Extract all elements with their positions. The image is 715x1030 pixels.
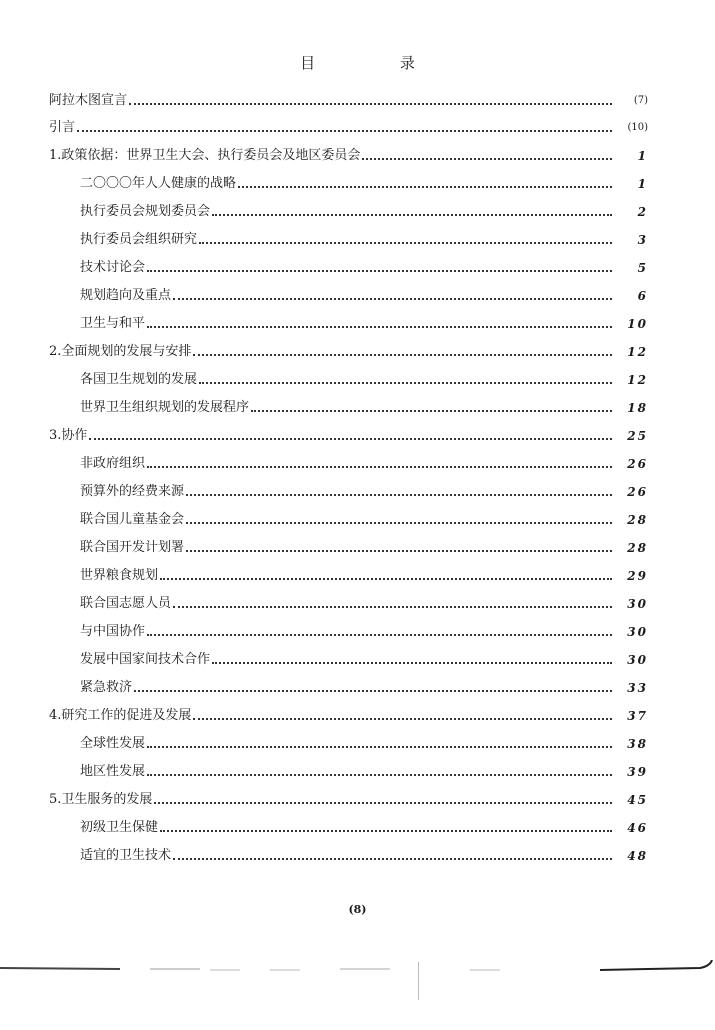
toc-entry [80, 284, 648, 304]
toc-entry-page: 18 [627, 401, 648, 415]
toc-entry-page: 30 [627, 597, 648, 611]
toc-entry-label: 规划趋向及重点 [80, 288, 172, 303]
toc-entry-page: 30 [627, 653, 648, 667]
dot-leader [193, 354, 612, 356]
toc-entry [80, 452, 648, 472]
toc-entry [80, 760, 648, 780]
toc-entry [49, 424, 648, 444]
toc-entry [80, 816, 648, 836]
toc-entry-page: 38 [627, 737, 648, 751]
toc-entry [80, 844, 648, 864]
toc-entry [80, 732, 648, 752]
dot-leader [134, 690, 612, 692]
toc-entry-label: 2.全面规划的发展与安排 [49, 344, 192, 359]
dot-leader [186, 522, 612, 524]
page-title [0, 52, 715, 73]
dot-leader [212, 214, 612, 216]
toc-entry-label: 适宜的卫生技术 [80, 848, 172, 863]
toc-entry [80, 256, 648, 276]
dot-leader [173, 858, 612, 860]
toc-entry-page: 39 [627, 765, 648, 779]
dot-leader [77, 130, 612, 132]
toc-entry [80, 172, 648, 192]
dot-leader [186, 550, 612, 552]
toc-entry-page: 29 [627, 569, 648, 583]
toc-entry-page: 25 [627, 429, 648, 443]
toc-entry-label: 技术讨论会 [80, 260, 146, 275]
toc-entry-label: 初级卫生保健 [80, 820, 159, 835]
dot-leader [186, 494, 612, 496]
toc-entry-label: 发展中国家间技术合作 [80, 652, 211, 667]
toc-entry-page: 12 [627, 345, 648, 359]
scan-fold-line [418, 962, 419, 1000]
toc-entry [80, 648, 648, 668]
dot-leader [160, 830, 612, 832]
toc-entry-label: 3.协作 [49, 428, 88, 443]
dot-leader [147, 466, 612, 468]
toc-entry [80, 676, 648, 696]
toc-entry [80, 200, 648, 220]
dot-leader [251, 410, 612, 412]
toc-entry-page: 33 [627, 681, 648, 695]
toc-entry-label: 与中国协作 [80, 624, 146, 639]
dot-leader [147, 746, 612, 748]
toc-entry-label: 阿拉木图宣言 [49, 93, 128, 108]
toc-entry [49, 89, 648, 109]
toc-entry-label: 执行委员会规划委员会 [80, 204, 211, 219]
scan-edge-mark [0, 960, 715, 980]
toc-entry [80, 620, 648, 640]
toc-entry [49, 144, 648, 164]
toc-entry [80, 368, 648, 388]
toc-entry [80, 480, 648, 500]
dot-leader [193, 718, 612, 720]
toc-entry [80, 536, 648, 556]
toc-entry-page: 28 [627, 513, 648, 527]
toc-entry [80, 396, 648, 416]
toc-entry [80, 508, 648, 528]
toc-entry-page: 48 [627, 849, 648, 863]
toc-entry-page: 30 [627, 625, 648, 639]
dot-leader [173, 298, 612, 300]
toc-entry-page: 5 [637, 261, 648, 275]
toc-entry-label: 世界粮食规划 [80, 568, 159, 583]
toc-entry-page: 3 [637, 233, 648, 247]
toc-entry-label: 联合国儿童基金会 [80, 512, 185, 527]
toc-entry-label: 联合国志愿人员 [80, 596, 172, 611]
dot-leader [89, 438, 612, 440]
toc-entry [49, 116, 648, 136]
toc-entry-label: 预算外的经费来源 [80, 484, 185, 499]
dot-leader [147, 326, 612, 328]
toc-entry-page: 10 [627, 317, 648, 331]
toc-entry-page: 46 [627, 821, 648, 835]
toc-entry-page: 26 [627, 457, 648, 471]
toc-entry-page: 26 [627, 485, 648, 499]
toc-entry [80, 592, 648, 612]
toc-entry-page: 37 [627, 709, 648, 723]
toc-entry-label: 紧急救济 [80, 680, 133, 695]
toc-entry-label: 执行委员会组织研究 [80, 232, 198, 247]
title-char-2: 录 [399, 54, 415, 72]
toc-entry-label: 二〇〇〇年人人健康的战略 [80, 176, 237, 191]
toc-entry-page: 2 [637, 205, 648, 219]
toc-entry-label: 引言 [49, 120, 76, 135]
toc-entry [49, 704, 648, 724]
toc-entry [80, 564, 648, 584]
toc-entry [49, 788, 648, 808]
toc-entry [80, 312, 648, 332]
toc-entry-page: 28 [627, 541, 648, 555]
toc-entry-label: 5.卫生服务的发展 [49, 792, 153, 807]
toc-entry [49, 340, 648, 360]
toc-entry-page: 1 [637, 177, 648, 191]
toc-entry-page: 1 [637, 149, 648, 163]
toc-entry-page: (7) [633, 95, 648, 106]
toc-entry-page: (10) [627, 122, 648, 133]
dot-leader [238, 186, 612, 188]
toc-entry [80, 228, 648, 248]
dot-leader [212, 662, 612, 664]
toc-entry-label: 地区性发展 [80, 764, 146, 779]
dot-leader [147, 634, 612, 636]
dot-leader [160, 578, 612, 580]
dot-leader [147, 270, 612, 272]
toc-entry-label: 各国卫生规划的发展 [80, 372, 198, 387]
dot-leader [173, 606, 612, 608]
toc-entry-page: 45 [627, 793, 648, 807]
toc-entry-page: 12 [627, 373, 648, 387]
dot-leader [362, 158, 612, 160]
dot-leader [154, 802, 612, 804]
toc-entry-label: 1.政策依据：世界卫生大会、执行委员会及地区委员会 [49, 148, 361, 163]
toc-entry-page: 6 [637, 289, 648, 303]
title-char-1: 目 [300, 54, 316, 72]
dot-leader [199, 382, 612, 384]
toc-entry-label: 4.研究工作的促进及发展 [49, 708, 192, 723]
toc-entry-label: 联合国开发计划署 [80, 540, 185, 555]
toc-entry-label: 非政府组织 [80, 456, 146, 471]
dot-leader [147, 774, 612, 776]
toc-entry-label: 世界卫生组织规划的发展程序 [80, 400, 250, 415]
dot-leader [129, 103, 612, 105]
toc-entry-label: 全球性发展 [80, 736, 146, 751]
toc-entry-label: 卫生与和平 [80, 316, 146, 331]
dot-leader [199, 242, 612, 244]
footer-page-number: (8) [348, 903, 367, 916]
